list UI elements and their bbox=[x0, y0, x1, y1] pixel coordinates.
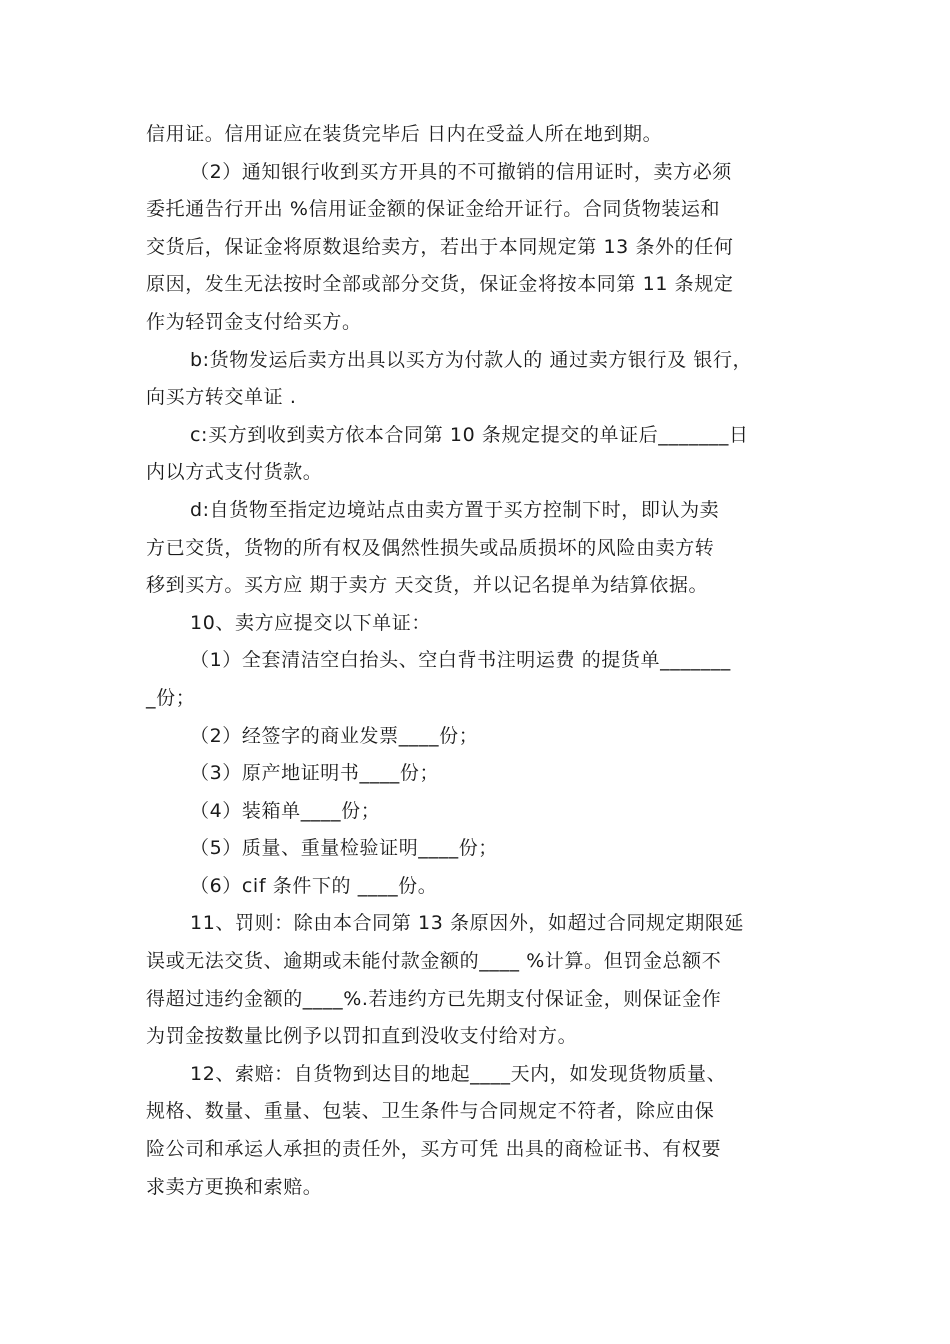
text-line: b:货物发运后卖方出具以买方为付款人的 通过卖方银行及 银行， bbox=[190, 348, 753, 371]
section-heading: 11、罚则：除由本合同第 13 条原因外，如超过合同规定期限延 bbox=[190, 912, 745, 935]
list-item: （4）装箱单____份； bbox=[190, 799, 381, 822]
list-item: （6）cif 条件下的 ____份。 bbox=[190, 874, 438, 897]
section-heading: 10、卖方应提交以下单证： bbox=[190, 611, 431, 634]
list-item: （3）原产地证明书____份； bbox=[190, 762, 440, 785]
text-line: 向买方转交单证 . bbox=[146, 386, 297, 409]
text-line: 信用证。信用证应在装货完毕后 日内在受益人所在地到期。 bbox=[146, 123, 663, 145]
text-line: （2）通知银行收到买方开具的不可撤销的信用证时，卖方必须 bbox=[190, 160, 732, 183]
text-line: 原因，发生无法按时全部或部分交货，保证金将按本同第 11 条规定 bbox=[146, 273, 734, 296]
list-item: （1）全套清洁空白抬头、空白背书注明运费 的提货单_______ bbox=[190, 649, 731, 672]
text-line: 求卖方更换和索赔。 bbox=[146, 1175, 323, 1198]
text-line: 方已交货，货物的所有权及偶然性损失或品质损坏的风险由卖方转 bbox=[146, 536, 715, 559]
text-line: 委托通告行开出 %信用证金额的保证金给开证行。合同货物装运和 bbox=[146, 198, 721, 221]
text-line: 作为轻罚金支付给买方。 bbox=[146, 310, 362, 333]
text-line: 内以方式支付货款。 bbox=[146, 461, 323, 484]
text-line: d:自货物至指定边境站点由卖方置于买方控制下时，即认为卖 bbox=[190, 498, 720, 521]
text-line: 险公司和承运人承担的责任外，买方可凭 出具的商检证书、有权要 bbox=[146, 1138, 722, 1161]
text-line: c:买方到收到卖方依本合同第 10 条规定提交的单证后_______日 bbox=[190, 423, 749, 446]
text-line: 得超过违约金额的____%.若违约方已先期支付保证金，则保证金作 bbox=[146, 987, 722, 1010]
text-line: 移到买方。买方应 期于卖方 天交货，并以记名提单为结算依据。 bbox=[146, 574, 709, 597]
text-line: _份； bbox=[146, 686, 196, 709]
text-line: 规格、数量、重量、包装、卫生条件与合同规定不符者，除应由保 bbox=[146, 1100, 715, 1123]
section-heading: 12、索赔：自货物到达目的地起____天内，如发现货物质量、 bbox=[190, 1062, 727, 1085]
text-line: 交货后，保证金将原数退给卖方，若出于本同规定第 13 条外的任何 bbox=[146, 235, 734, 258]
text-line: 为罚金按数量比例予以罚扣直到没收支付给对方。 bbox=[146, 1025, 578, 1048]
text-line: 误或无法交货、逾期或未能付款金额的____ %计算。但罚金总额不 bbox=[146, 950, 722, 973]
list-item: （2）经签字的商业发票____份； bbox=[190, 724, 479, 747]
document-body bbox=[146, 116, 826, 1206]
list-item: （5）质量、重量检验证明____份； bbox=[190, 837, 498, 860]
